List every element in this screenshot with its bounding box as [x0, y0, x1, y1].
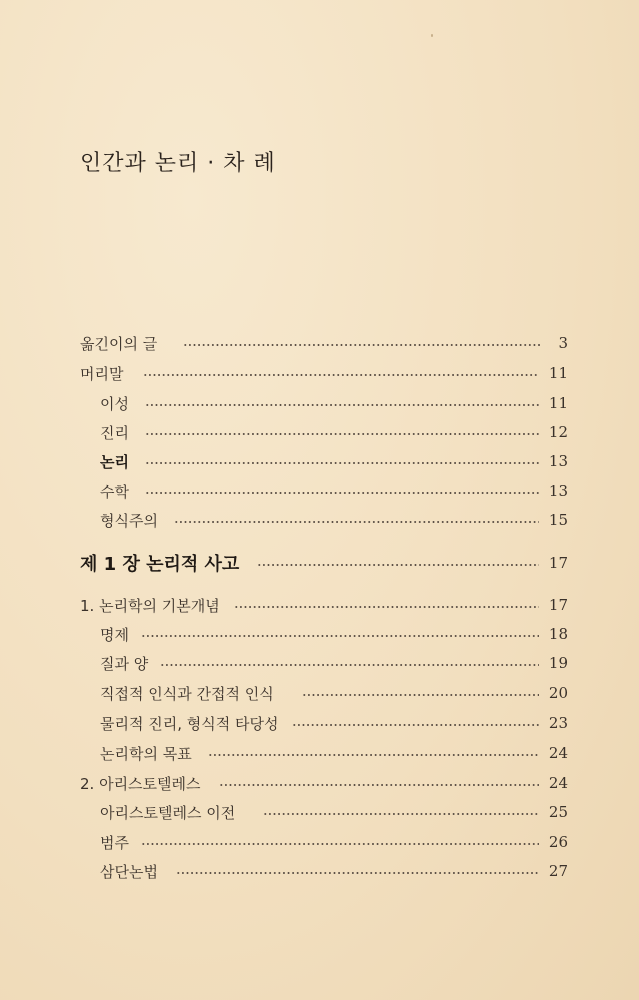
toc-page-number: 23	[548, 714, 568, 732]
toc-leader-dots	[292, 724, 538, 726]
toc-page-number: 11	[548, 394, 568, 412]
toc-leader-dots	[219, 784, 539, 786]
toc-entry	[100, 450, 568, 472]
toc-entry-label: 머리말	[80, 364, 124, 383]
toc-entry	[100, 682, 568, 704]
toc-leader-dots	[143, 374, 538, 376]
toc-entry	[100, 480, 568, 502]
toc-entry-label: 명제	[100, 625, 129, 644]
toc-page-number: 13	[548, 482, 568, 500]
toc-leader-dots	[145, 462, 539, 464]
toc-entry-label: 형식주의	[100, 511, 158, 530]
toc-entry	[100, 801, 568, 823]
toc-leader-dots	[208, 754, 539, 756]
toc-section-entry	[80, 772, 568, 794]
toc-entry-label: 수학	[100, 482, 129, 501]
toc-page-number: 27	[548, 862, 568, 880]
toc-entry-label: 2. 아리스토텔레스	[80, 774, 201, 793]
toc-entry	[100, 623, 568, 645]
toc-page-number: 24	[548, 744, 568, 762]
toc-page-number: 17	[548, 596, 568, 614]
toc-entry	[80, 362, 568, 384]
toc-entry	[100, 652, 568, 674]
toc-leader-dots	[176, 872, 539, 874]
toc-entry-label: 질과 양	[100, 654, 149, 673]
toc-page-number: 18	[548, 625, 568, 643]
toc-page-number: 19	[548, 654, 568, 672]
toc-page-number: 24	[548, 774, 568, 792]
toc-leader-dots	[141, 843, 539, 845]
toc-entry	[80, 332, 568, 354]
toc-chapter-label: 제 1 장 논리적 사고	[80, 554, 240, 575]
toc-leader-dots	[145, 433, 539, 435]
toc-leader-dots	[302, 694, 539, 696]
toc-entry-label: 범주	[100, 833, 129, 852]
toc-leader-dots	[145, 404, 539, 406]
toc-entry	[100, 742, 568, 764]
toc-entry	[100, 831, 568, 853]
toc-entry	[100, 712, 568, 734]
toc-entry	[100, 860, 568, 882]
toc-chapter-entry	[80, 550, 568, 576]
toc-leader-dots	[183, 344, 540, 346]
toc-entry-label: 논리	[100, 452, 129, 471]
toc-entry-label: 이성	[100, 394, 129, 413]
toc-page-number: 25	[548, 803, 568, 821]
toc-entry-label: 옮긴이의 글	[80, 334, 158, 353]
toc-entry-label: 삼단논법	[100, 862, 158, 881]
toc-page-number: 11	[548, 364, 568, 382]
toc-leader-dots	[160, 664, 539, 666]
toc-entry-label: 물리적 진리, 형식적 타당성	[100, 714, 279, 733]
toc-leader-dots	[174, 521, 539, 523]
toc-entry-label: 논리학의 목표	[100, 744, 192, 763]
toc-section-entry	[80, 594, 568, 616]
toc-entry-label: 아리스토텔레스 이전	[100, 803, 236, 822]
toc-entry	[100, 421, 568, 443]
toc-leader-dots	[234, 606, 539, 608]
toc-entry-label: 진리	[100, 423, 129, 442]
toc-page-number: 17	[548, 554, 568, 572]
paper-speck	[431, 34, 433, 37]
toc-page-number: 13	[548, 452, 568, 470]
toc-entry-label: 직접적 인식과 간접적 인식	[100, 684, 274, 703]
toc-leader-dots	[145, 492, 539, 494]
toc-leader-dots	[257, 564, 539, 566]
toc-page-number: 15	[548, 511, 568, 529]
toc-entry-label: 1. 논리학의 기본개념	[80, 596, 220, 615]
toc-leader-dots	[141, 635, 539, 637]
toc-leader-dots	[263, 813, 539, 815]
toc-page-number: 12	[548, 423, 568, 441]
toc-entry	[100, 509, 568, 531]
toc-page-number: 3	[558, 334, 568, 352]
toc-page-number: 26	[548, 833, 568, 851]
toc-page-number: 20	[548, 684, 568, 702]
page-title: 인간과 논리 · 차 례	[80, 151, 276, 176]
toc-entry	[100, 392, 568, 414]
